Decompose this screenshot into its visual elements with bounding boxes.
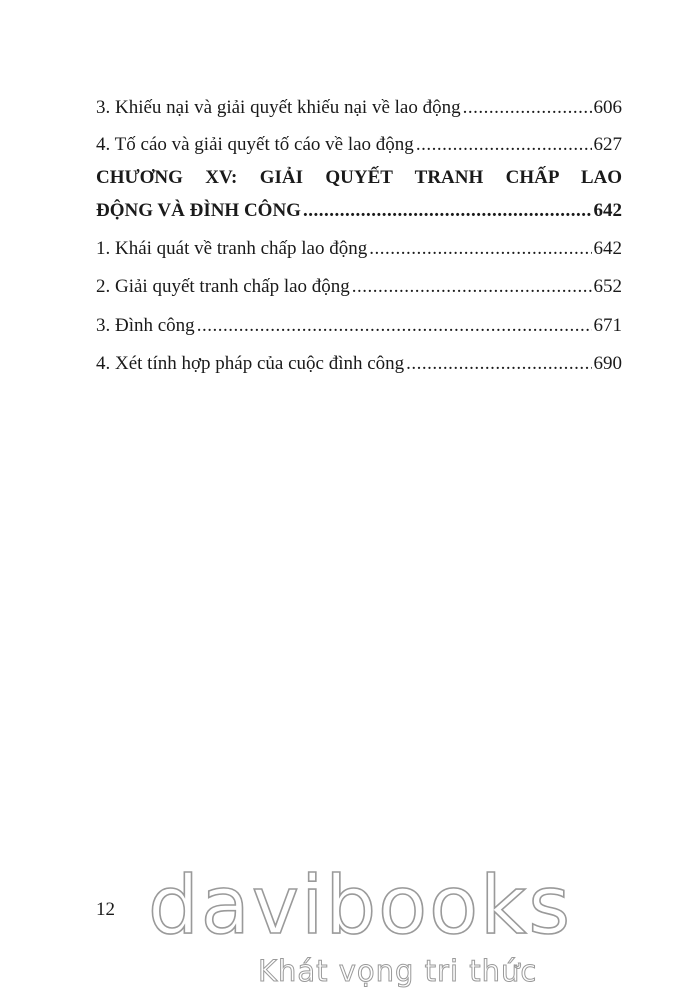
toc-entry-page: 652 <box>593 276 622 297</box>
chapter-heading-line2: ĐỘNG VÀ ĐÌNH CÔNG <box>96 200 301 221</box>
dot-leader <box>369 237 591 261</box>
dot-leader <box>416 133 592 157</box>
watermark-brand: davibooks <box>148 859 573 952</box>
watermark <box>148 859 573 988</box>
watermark-tagline: Khát vọng tri thức <box>258 954 538 988</box>
toc-entry <box>96 133 622 157</box>
toc-entry <box>96 352 622 376</box>
dot-leader <box>352 275 592 299</box>
toc-entry-title: 1. Khái quát về tranh chấp lao động <box>96 238 368 259</box>
toc-entry-page: 690 <box>593 353 622 374</box>
toc-entry-title: 2. Giải quyết tranh chấp lao động <box>96 276 350 297</box>
toc-entry <box>96 314 622 338</box>
dot-leader <box>406 352 591 376</box>
toc-entry <box>96 96 622 120</box>
chapter-page: 642 <box>593 200 622 221</box>
dot-leader <box>197 314 592 338</box>
toc-entry <box>96 275 622 299</box>
page-number: 12 <box>96 899 115 920</box>
chapter-heading-entry <box>96 199 622 223</box>
toc-entry-title: 4. Xét tính hợp pháp của cuộc đình công <box>96 353 405 374</box>
dot-leader <box>303 199 592 223</box>
chapter-heading-line1: CHƯƠNG XV: GIẢI QUYẾT TRANH CHẤP LAO <box>96 167 622 188</box>
dot-leader <box>463 96 592 120</box>
toc-entry-page: 642 <box>593 238 622 259</box>
toc-entry-page: 627 <box>593 134 622 155</box>
toc-entry-page: 606 <box>593 97 622 118</box>
toc-entry-page: 671 <box>593 315 622 336</box>
toc-entry <box>96 237 622 261</box>
toc-entry-title: 3. Khiếu nại và giải quyết khiếu nại về lao động <box>96 97 461 118</box>
toc-entry-title: 3. Đình công <box>96 315 195 336</box>
toc-entry-title: 4. Tố cáo và giải quyết tố cáo về lao động <box>96 134 414 155</box>
